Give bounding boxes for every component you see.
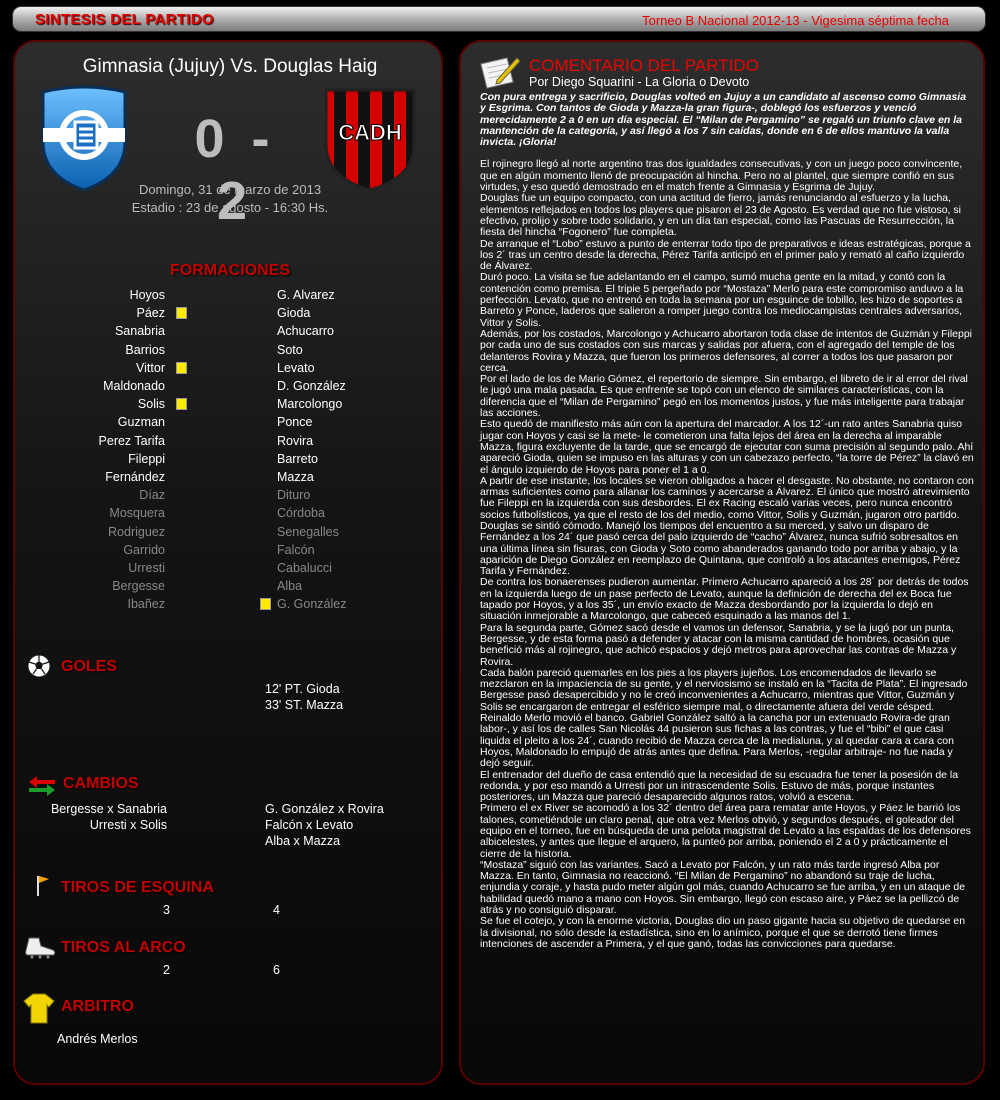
player-home: Vittor xyxy=(136,360,165,375)
change-item: Bergesse x Sanabria xyxy=(50,802,167,816)
player-home: Maldonado xyxy=(103,379,165,393)
bench-player-home: Mosquera xyxy=(109,506,165,521)
comment-paragraph: Para la segunda parte, Gómez sacó desde el vamos un defensor, Sanabria, y se la jugó por un punta, Bergesse, y de esta forma pasó a defender y atacar con la misma cantidad de hombres, ocasión que benefició más al rojinegro, que achicó espacios y dejó metros para aprovechar las contras de Mazza y Rovira. xyxy=(480,621,957,668)
comment-paragraph: Douglas se sintió cómodo. Manejó los tiempos del encuentro a su merced, y salvo un disparo de Fernández a los 24´ que pasó cerca del palo izquierdo de “cacho” Álvarez, nunca sufrió sobresaltos en una última línea sin fisuras, con Gioda y Soto como abanderados ganando todo por arriba y abajo, y la aparición de Diego González en reemplazo de Quintana, que controló a los atacantes enemigos, Pérez Tarifa y Fernández. xyxy=(480,519,961,578)
bench-player-away: Dituro xyxy=(277,488,311,503)
comment-paragraph: “Mostaza” siguió con las variantes. Sacó a Levato por Falcón, y un rato más tarde ingresó Alba por Mazza. En tanto, Gimnasia no reaccionó. “El Milan de Pergamino” no abandonó su traje de lucha, enjundia y coraje, y hasta pudo meter algún gol más, cuando Achucarro se fue arriba, y en un ataque de habilidad quedó mano a mano con Hoyos. Sin embargo, llegó con escaso aire, y Páez se la pellizcó de atrás y no consiguió disparar. xyxy=(480,858,966,917)
comment-lead: Con pura entrega y sacrificio, Douglas volteó en Jujuy a un candidato al ascenso como Gimnasia y Esgrima. Con tantos de Gioda y Mazza-la gran figura-, doblegó los esfuerzos y venció merecidamente 2 a 0 en un día especial. El “Milan de Pergamino” se regaló un triunfo clave en la mantención de la categoría, y así llegó a los 7 sin caídas, donde en 6 de ellos mantuvo la valla invicta. ¡Gloria! xyxy=(480,91,967,149)
home-crest-icon xyxy=(35,84,133,192)
player-away: Barreto xyxy=(277,451,318,466)
yellow-card-icon xyxy=(176,362,187,374)
goal-item: 33' ST. Mazza xyxy=(265,698,344,712)
referee-title: ARBITRO xyxy=(61,998,134,1015)
goal-item: 12' PT. Gioda xyxy=(265,682,340,696)
change-item: G. González x Rovira xyxy=(265,802,384,816)
shots-title: TIROS AL ARCO xyxy=(61,939,186,956)
header-bar xyxy=(12,6,986,32)
score: 0 - 2 xyxy=(194,109,276,231)
substitution-arrows-icon xyxy=(27,776,57,796)
comment-author: Por Diego Squarini - La Gloria o Devoto xyxy=(529,75,750,89)
bench-player-home: Rodriguez xyxy=(108,524,165,539)
tournament-title: Torneo B Nacional 2012-13 - Vigesima séptima fecha xyxy=(642,13,949,28)
player-home: Solis xyxy=(137,397,165,412)
comment-paragraph: Por el lado de los de Mario Gómez, el repertorio de siempre. Sin embargo, el libreto de ir al error del rival le jugó una mala pasada. Es que enfrente se topó con un elenco de similares características, con la diferencia que el “Milan de Pergamino” pegó en los momentos justos, y fue más inteligente para trabajar las acciones. xyxy=(480,373,968,420)
corners-away: 4 xyxy=(273,903,280,917)
player-away: D. González xyxy=(277,379,346,393)
referee-name: Andrés Merlos xyxy=(57,1032,138,1046)
match-date: Domingo, 31 de marzo de 2013 xyxy=(138,182,322,197)
formations-title: FORMACIONES xyxy=(170,262,290,279)
referee-shirt-icon xyxy=(23,992,55,1024)
header-title: SINTESIS DEL PARTIDO xyxy=(35,11,214,28)
notepad-pencil-icon xyxy=(479,54,521,92)
comment-paragraph: Primero el ex River se acomodó a los 32´ dentro del área para rematar ante Hoyos, y Páez le barrió los talones, cometiéndole un claro penal, que otra vez Merlos obvió, y segundos después, el goleador del equipo en el torneo, fue en búsqueda de una pelota magistral de Levato a las espaldas de los defensores albicelestes, y antes que llegue el arquero, la punteó por arriba, poniendo el 2 a 0 y prácticamente el cierre de la historia. xyxy=(480,802,971,860)
comment-paragraph: El rojinegro llegó al norte argentino tras dos igualdades consecutivas, y con un juego poco convincente, que en algún momento llenó de preocupación al hincha. Pero no al plantel, que siempre confió en sus virtudes, y eso quedó demostrado en el match frente a Gimnasia y Esgrima de Jujuy. xyxy=(480,158,963,194)
yellow-card-icon xyxy=(176,307,187,319)
comment-paragraph: A partir de ese instante, los locales se vieron obligados a hacer el desgaste. No obstante, no contaron con armas suficientes como para allanar los caminos y acercarse a Álvarez. El único que mostró atrevimiento fue Fileppi en la izquierda con sus desbordes. El ex Racing escaló varias veces, pero nunca encontró socios futbolísticos, ya que el resto de los del medio, como Vittor, Solis y Guzmán, jugaron otro partido. xyxy=(480,474,974,521)
player-away: Soto xyxy=(277,342,303,357)
comment-paragraph: Esto quedó de manifiesto más aún con la apertura del marcador. A los 12´-un rato antes Sanabria quiso jugar con Hoyos y casi se la mete- le cometieron una falta lejos del área en la derecha al imparable Mazza, figura excluyente de la tarde, que se encargó de ejecutar con suma precisión al segundo palo. Ahí apareció Gioda, quien se impuso en las alturas y con un cabezazo perfecto, “la torre de Pérez” la clavó en el ángulo izquierdo de Hoyos para poner el 1 a 0. xyxy=(480,418,974,476)
player-home: Perez Tarifa xyxy=(98,433,165,448)
comment-paragraph: Además, por los costados, Marcolongo y Achucarro abortaron toda clase de intentos de Guzmán y Fileppi por cada uno de sus costados con sus marcas y salidas por afuera, con el agregado del temple de los delanteros Rovira y Mazza, que fueron los primeros defensores, al correr a todos los que pasaron por cerca. xyxy=(480,327,973,374)
corners-home: 3 xyxy=(163,903,170,917)
change-item: Falcón x Levato xyxy=(265,818,354,832)
goals-title: GOLES xyxy=(61,658,118,675)
player-away: Gioda xyxy=(277,306,311,321)
comment-paragraph: Douglas fue un equipo compacto, con una actitud de fierro, jamás renunciando al esfuerzo y la lucha, elementos reflejados en todos los players que pisaron el 23 de Agosto. Es verdad que no fue vistoso, si efectivo, prolijo y sobre todo solidario, y en un día tan especial, como las Pascuas de Resurrección, la fiesta del hincha “Fogonero” fue completa. xyxy=(480,192,961,239)
bench-player-away: Córdoba xyxy=(277,506,325,521)
player-home: Páez xyxy=(136,306,165,321)
player-home: Fileppi xyxy=(128,451,165,466)
shots-home: 2 xyxy=(163,963,170,977)
bench-player-away: G. González xyxy=(277,597,347,612)
player-home: Sanabria xyxy=(114,324,165,339)
boot-icon xyxy=(23,934,57,960)
yellow-card-icon xyxy=(176,398,187,410)
bench-player-home: Ibañez xyxy=(127,597,165,612)
bench-player-home: Garrido xyxy=(123,542,165,557)
bench-player-home: Bergesse xyxy=(112,579,165,594)
player-away: Marcolongo xyxy=(277,397,343,412)
player-away: Ponce xyxy=(277,415,313,430)
player-away: Rovira xyxy=(277,433,314,448)
change-item: Alba x Mazza xyxy=(265,834,341,848)
comment-paragraph: Se fue el cotejo, y con la enorme victoria, Douglas dio un paso gigante hacia su objetivo de quedarse en la divisional, no sólo desde la estadística, sino en lo anímico, porque el que se derrotó tiene firmes intenciones de ascender a Primera, y el que ganó, todas las convicciones para quedarse. xyxy=(480,915,966,950)
corner-flag-icon xyxy=(35,874,51,896)
corners-title: TIROS DE ESQUINA xyxy=(61,879,214,896)
player-home: Guzman xyxy=(117,415,165,430)
player-home: Fernández xyxy=(105,470,165,484)
player-home: Hoyos xyxy=(129,288,165,302)
bench-player-home: Urresti xyxy=(128,561,165,575)
comment-paragraph: Duró poco. La visita se fue adelantando en el campo, sumó mucha gente en la mitad, y contó con la contención como premisa. El tripie 5 pergeñado por “Mostaza” Merlo para este compromiso anduvo a la perfección. Levato, que no entrenó en toda la semana por un esguince de tobillo, les hizo de soportes a Barreto y Ponce, laderos que salieron a romper juego contra los mediocampistas centrales adversarios, Vittor y Solis. xyxy=(480,271,964,329)
bench-player-away: Falcón xyxy=(277,542,315,557)
bench-player-home: Díaz xyxy=(139,488,165,503)
yellow-card-icon xyxy=(260,598,271,610)
match-stadium: Estadio : 23 de agosto - 16:30 Hs. xyxy=(131,200,329,215)
comment-body xyxy=(480,92,974,950)
comment-panel xyxy=(459,40,985,1085)
player-home: Barrios xyxy=(125,342,165,357)
comment-paragraph: De arranque el “Lobo” estuvo a punto de enterrar todo tipo de preparativos e ideas estratégicas, porque a los 2´ tras un centro desde la derecha, Pérez Tarifa anticipó en el primer palo y remató al caño izquierdo de Álvarez. xyxy=(480,237,971,273)
comment-paragraph: Cada balón pareció quemarles en los pies a los players jujeños. Los encomendados de llevarlo se mezclaron en la impaciencia de su gente, y el nerviosismo se instaló en la “Tacita de Plata”. El ingresado Bergesse pasó desapercibido y no le creó inconvenientes a Achucarro, mientras que Vittor, Guzmán y Solis se encargaron de entregar el esférico siempre mal, o directamente afuera del verde césped. xyxy=(480,666,968,713)
away-crest-text: CADH xyxy=(338,120,402,145)
player-away: Levato xyxy=(277,360,315,375)
changes-title: CAMBIOS xyxy=(63,775,139,792)
away-crest-icon xyxy=(320,84,420,194)
comment-paragraph: Reinaldo Merlo movió el banco. Gabriel González saltó a la cancha por un extenuado Rovira-de gran labor-, y así los de calles San Nicolás 44 pusieron sus fichas a las contras, y fue el “bibi” el que casi liquida el pleito a los 24´, cuando recibió de Mazza cerca de la medialuna, y al quedar cara a cara con Hoyos, Maldonado lo empujó de atrás antes que defina. Para Merlos, -regular arbitraje- no fue nada y dejó seguir. xyxy=(480,712,954,770)
comment-paragraph: De contra los bonaerenses pudieron aumentar. Primero Achucarro apareció a los 28´ por detrás de todos en la izquierda luego de un pase perfecto de Levato, aunque la definición de derecha del ex Boca fue tapado por Hoyos, y a los 35´, un envío exacto de Mazza desbordando por la izquierda lo dejó en situación inmejorable a Marcolongo, que cabeceó esquinado a las manos del 1. xyxy=(480,576,969,623)
comment-title: COMENTARIO DEL PARTIDO xyxy=(529,56,759,75)
comment-paragraph: El entrenador del dueño de casa entendió que la necesidad de su escuadra fue tener la posesión de la redonda, y por eso mandó a Urresti por un intrascendente Solis. Estuvo de más, porque instantes posteriores, un Mazza que pareció desaparecido algunos ratos, volvió a escena. xyxy=(480,768,959,804)
match-title: Gimnasia (Jujuy) Vs. Douglas Haig xyxy=(82,56,378,77)
match-summary-panel xyxy=(13,40,443,1085)
player-away: Mazza xyxy=(277,470,314,484)
shots-away: 6 xyxy=(273,963,280,977)
change-item: Urresti x Solis xyxy=(89,818,167,832)
bench-player-away: Senegalles xyxy=(277,524,339,539)
bench-player-away: Alba xyxy=(277,579,303,594)
player-away: G. Alvarez xyxy=(277,288,335,302)
ball-icon xyxy=(27,654,51,678)
bench-player-away: Cabalucci xyxy=(277,561,332,575)
player-away: Achucarro xyxy=(277,324,334,339)
